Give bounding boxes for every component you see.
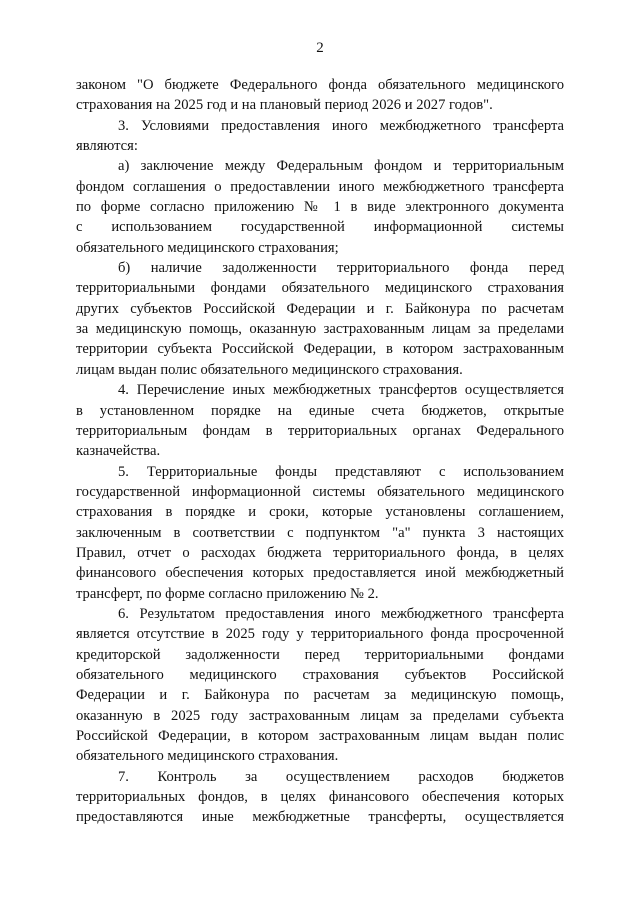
text-line: государственной информационной системы обязательного медицинского xyxy=(76,483,564,500)
text-line: Правил, отчет о расходах бюджета территориального фонда, в целях xyxy=(76,544,564,561)
paragraph-first-line: б) наличие задолженности территориального фонда перед xyxy=(118,260,564,277)
text-line: законом "О бюджете Федерального фонда обязательного медицинского xyxy=(76,77,564,93)
text-line: предоставляются иные межбюджетные трансферты, осуществляется xyxy=(76,809,564,826)
text-line: лицам выдан полис обязательного медицинского страхования. xyxy=(76,361,463,378)
text-line: Федерации и г. Байконура по расчетам за медицинскую помощь, xyxy=(76,687,564,704)
text-line: страхования в порядке и сроки, которые установлены соглашением, xyxy=(76,504,564,521)
text-line: территории субъекта Российской Федерации, в котором застрахованным xyxy=(76,341,564,358)
text-line: других субъектов Российской Федерации и г. Байконура по расчетам xyxy=(76,300,564,317)
text-line: заключенным в соответствии с подпунктом "а" пункта 3 настоящих xyxy=(76,524,564,541)
text-line: с использованием государственной информационной системы xyxy=(76,219,564,236)
text-line: являются: xyxy=(76,138,138,155)
text-line: оказанную в 2025 году застрахованным лицам за пределами субъекта xyxy=(76,707,564,724)
text-line: территориальным фондам в территориальных органах Федерального xyxy=(76,422,564,439)
text-line: является отсутствие в 2025 году у территориального фонда просроченной xyxy=(76,626,564,643)
text-line: обязательного медицинского страхования. xyxy=(76,748,339,765)
text-line: по форме согласно приложению № 1 в виде электронного документа xyxy=(76,199,564,216)
text-line: территориальными фондами обязательного медицинского страхования xyxy=(76,280,564,297)
paragraph-first-line: 4. Перечисление иных межбюджетных трансфертов осуществляется xyxy=(118,382,564,399)
text-line: территориальных фондов, в целях финансового обеспечения которых xyxy=(76,789,564,806)
paragraph-first-line: 7. Контроль за осуществлением расходов бюджетов xyxy=(118,768,564,785)
document-body xyxy=(76,75,564,828)
paragraph-first-line: 5. Территориальные фонды представляют с использованием xyxy=(118,463,564,480)
paragraph-first-line: 6. Результатом предоставления иного межбюджетного трансферта xyxy=(118,605,564,622)
text-line: кредиторской задолженности перед территориальными фондами xyxy=(76,646,564,663)
text-line: страхования на 2025 год и на плановый период 2026 и 2027 годов". xyxy=(76,97,493,114)
paragraph-first-line: а) заключение между Федеральным фондом и территориальным xyxy=(118,158,564,175)
page-number: 2 xyxy=(316,40,324,56)
text-line: Российской Федерации, в котором застрахованным лицам выдан полис xyxy=(76,728,564,744)
text-line: финансового обеспечения которых предоставляется иной межбюджетный xyxy=(76,565,564,582)
paragraph-first-line: 3. Условиями предоставления иного межбюджетного трансферта xyxy=(118,117,564,134)
text-line: обязательного медицинского страхования субъектов Российской xyxy=(76,666,564,683)
text-line: обязательного медицинского страхования; xyxy=(76,239,339,256)
text-line: казначейства. xyxy=(76,443,161,460)
text-line: в установленном порядке на единые счета бюджетов, открытые xyxy=(76,402,564,419)
text-line: трансферт, по форме согласно приложению № 2. xyxy=(76,585,379,602)
text-line: фондом соглашения о предоставлении иного межбюджетного трансферта xyxy=(76,178,564,195)
text-line: за медицинскую помощь, оказанную застрахованным лицам за пределами xyxy=(76,321,564,338)
